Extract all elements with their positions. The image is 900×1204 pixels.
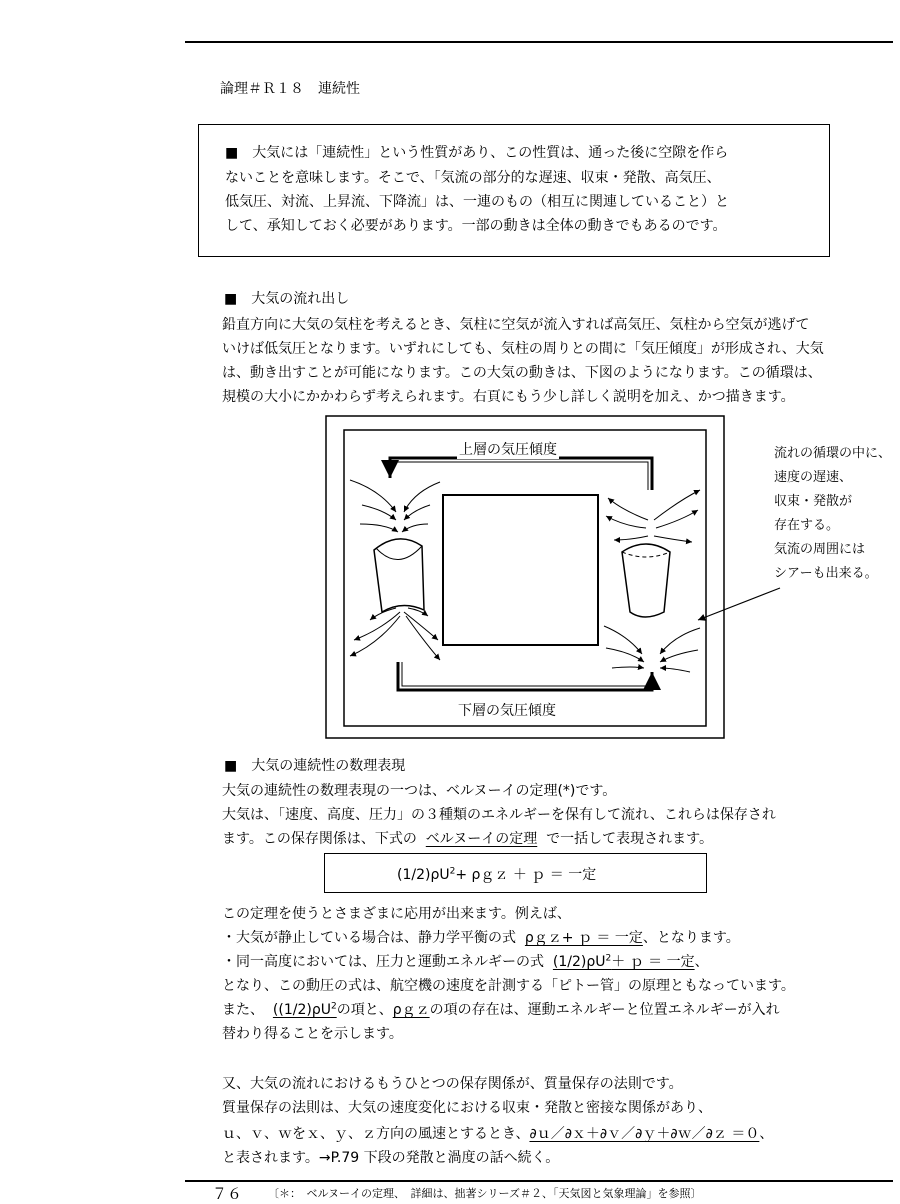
text-span: 、となります。 — [642, 930, 740, 946]
kinetic-term — [273, 1002, 337, 1018]
text-span: ます。この保存関係は、下式の — [222, 831, 417, 847]
page-number: ７６ — [212, 1185, 243, 1203]
text-span: の項の存在は、運動エネルギーと位置エネルギーが入れ — [429, 1002, 780, 1018]
mass-line: と表されます。→P.79 下段の発散と渦度の話へ続く。 — [222, 1150, 560, 1166]
intro-line: 低気圧、対流、上昇流、下降流」は、一連のもの（相互に関連していること）と — [225, 194, 729, 210]
formula-part: (1/2)ρU — [397, 867, 450, 883]
note-line: 収束・発散が — [774, 494, 853, 509]
eq-part: ((1/2)ρU — [272, 1002, 331, 1018]
note-line: 流れの循環の中に、 — [774, 446, 892, 461]
mass-line: 質量保存の法則は、大気の速度変化における収束・発散と密接な関係があり、 — [222, 1100, 712, 1116]
upper-flow-arrow — [390, 458, 652, 490]
left-air-column — [374, 539, 424, 612]
section1-line: は、動き出すことが可能になります。この大気の動きは、下図のようになります。この循環は、 — [222, 365, 822, 381]
section1-line: いけば低気圧となります。いずれにしても、気柱の周りとの間に「気圧傾度」が形成され、大気 — [222, 341, 824, 357]
lower-gradient-label: 下層の気圧傾度 — [456, 700, 558, 720]
intro-line: ないことを意味します。そこで、「気流の部分的な遅速、収束・発散、高気圧、 — [225, 170, 721, 186]
swap-line: 替わり得ることを示します。 — [222, 1026, 403, 1042]
bullet-static — [222, 929, 740, 947]
note-pointer-arrow — [698, 588, 780, 620]
eq-exponent: 2 — [330, 1001, 337, 1012]
section1-line: 規模の大小にかかわらず考えられます。右頁にもう少し詳しく説明を加え、かつ描きます。 — [222, 389, 795, 405]
section1-line: 鉛直方向に大気の気柱を考えるとき、気柱に空気が流入すれば高気圧、気柱から空気が逃げて — [222, 317, 810, 333]
text-span: 、 — [759, 1126, 774, 1142]
eq-part: (1/2)ρU — [552, 954, 606, 970]
formula-exponent: 2 — [449, 866, 456, 877]
mass-line: 又、大気の流れにおけるもうひとつの保存関係が、質量保存の法則です。 — [222, 1076, 683, 1092]
diagram-center-block — [443, 495, 598, 645]
bullet-same-altitude — [222, 953, 709, 971]
application-intro: この定理を使うとさまざまに応用が出来ます。例えば、 — [222, 906, 571, 922]
section2-line: 大気は、「速度、高度、圧力」の３種類のエネルギーを保有して流れ、これらは保存され — [222, 807, 776, 823]
note-line: シアーも出来る。 — [774, 566, 878, 581]
footnote: 〔＊： ベルヌーイの定理、 詳細は、拙著シリーズ＃２、「天気図と気象理論」を参照〕 — [268, 1187, 702, 1200]
intro-line: して、承知しておく必要があります。一部の動きは全体の動きでもあるのです。 — [225, 218, 727, 234]
text-span: の項と、 — [336, 1002, 393, 1018]
energy-exchange-line — [222, 1001, 780, 1019]
intro-line: ■ 大気には「連続性」という性質があり、この性質は、通った後に空隙を作ら — [225, 145, 729, 161]
upper-gradient-label: 上層の気圧傾度 — [457, 439, 559, 459]
hydrostatic-equation: ρｇｚ+ ｐ ＝ 一定 — [524, 930, 643, 946]
eq-exponent: 2 — [605, 953, 612, 964]
section1-title: ■ 大気の流れ出し — [224, 291, 350, 307]
dynamic-pressure-equation — [553, 954, 695, 970]
text-span: また、 — [222, 1002, 264, 1018]
note-line: 存在する。 — [774, 518, 840, 533]
text-span: ・同一高度においては、圧力と運動エネルギーの式 — [222, 954, 544, 970]
note-line: 気流の周囲には — [774, 542, 866, 557]
text-span: ・大気が静止している場合は、静力学平衡の式 — [222, 930, 516, 946]
bernoulli-formula-box — [324, 853, 707, 893]
section2-title: ■ 大気の連続性の数理表現 — [224, 758, 406, 774]
text-span: 、 — [694, 954, 709, 970]
note-line: 速度の遅速、 — [774, 470, 853, 485]
potential-term: ρｇｚ — [392, 1002, 430, 1018]
page-heading: 論理＃Ｒ１８ 連続性 — [220, 81, 360, 97]
mass-line — [222, 1125, 773, 1143]
text-span: ｕ、ｖ、ｗをｘ、ｙ、ｚ方向の風速とするとき、 — [222, 1126, 530, 1142]
bernoulli-theorem-link: ベルヌーイの定理 — [425, 831, 538, 847]
section2-line — [222, 830, 713, 848]
bottom-rule — [185, 1180, 893, 1182]
pitot-line: となり、この動圧の式は、航空機の速度を計測する「ピトー管」の原理ともなっています。 — [222, 978, 795, 994]
text-span: で一括して表現されます。 — [546, 831, 714, 847]
bernoulli-formula — [397, 864, 596, 884]
eq-part: ＋ ｐ ＝ 一定 — [611, 954, 695, 970]
section2-line: 大気の連続性の数理表現の一つは、ベルヌーイの定理(*)です。 — [222, 783, 617, 799]
continuity-equation: ∂ｕ／∂ｘ＋∂ｖ／∂ｙ＋∂ｗ／∂ｚ ＝０ — [529, 1126, 760, 1142]
formula-part: + ρｇｚ ＋ ｐ ＝ 一定 — [455, 867, 597, 883]
diagram-note — [774, 442, 891, 586]
